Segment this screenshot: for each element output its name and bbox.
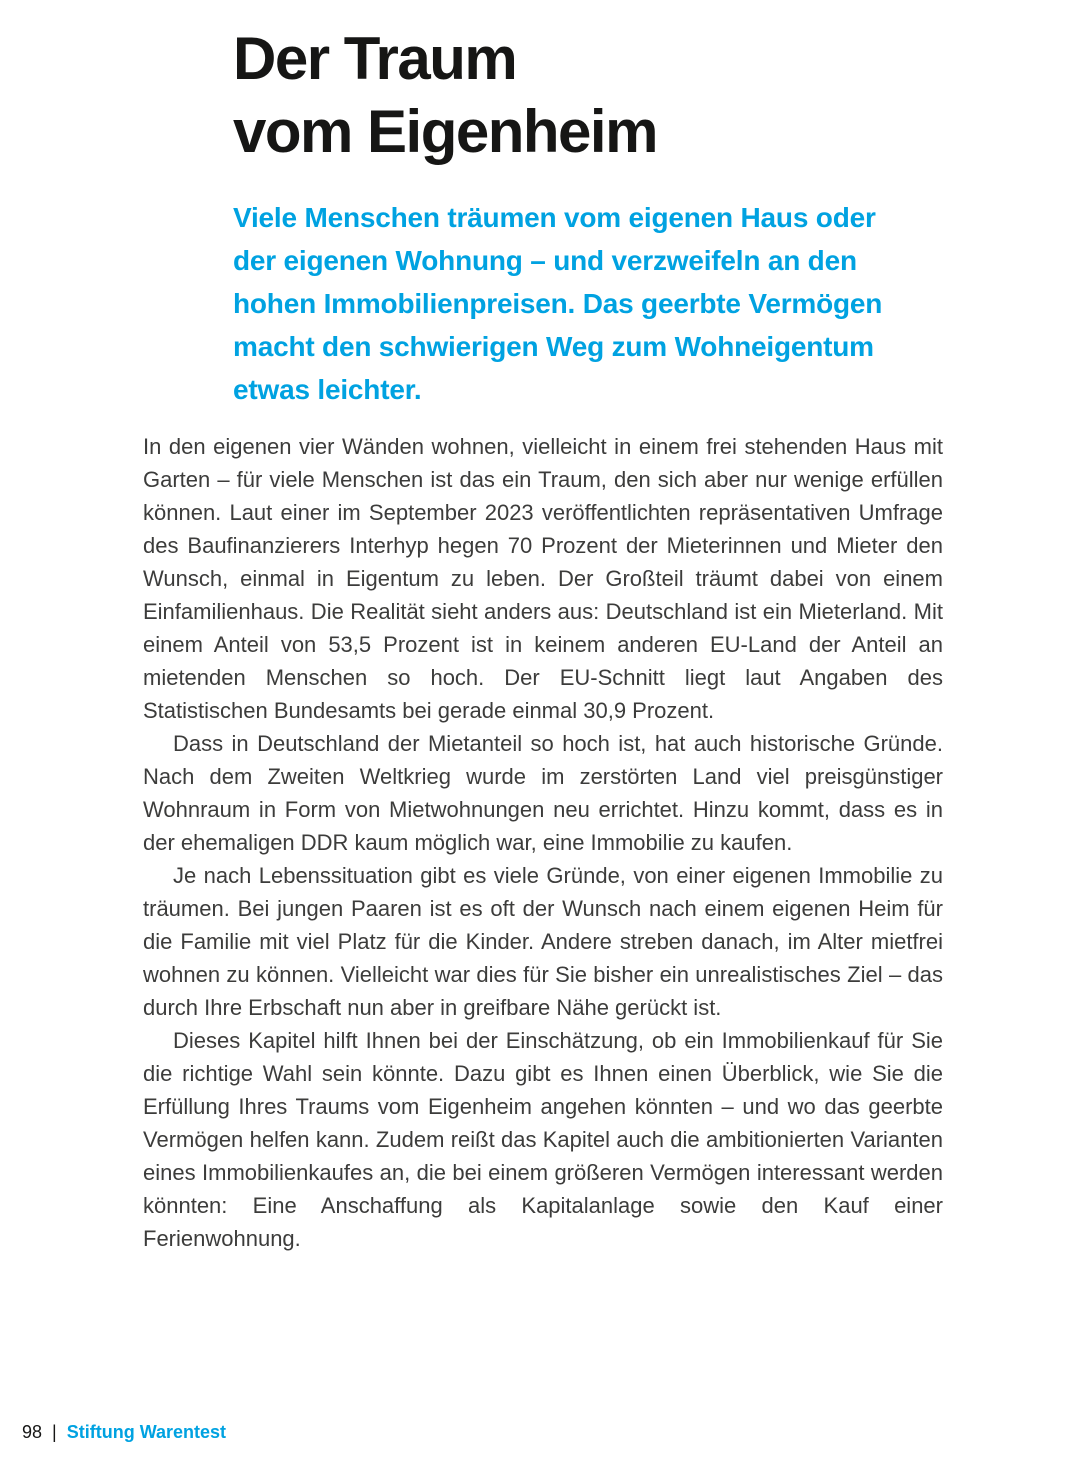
page-title	[233, 22, 657, 168]
body-paragraph-3: Je nach Lebenssituation gibt es viele Gründe, von einer eigenen Immobilie zu träumen. Bei jungen Paaren ist es oft der Wunsch nach einem eigenen Heim für die Familie mit viel Platz für die Kinder. Andere streben danach, im Alter mietfrei wohnen zu können. Vielleicht war dies für Sie bisher ein unrealistisches Ziel – das durch Ihre Erbschaft nun aber in greifbare Nähe gerückt ist.	[143, 863, 943, 1020]
brand-name: Stiftung Warentest	[66, 1422, 227, 1442]
footer-separator: |	[52, 1422, 57, 1442]
page-title-line-2: vom Eigenheim	[233, 98, 657, 165]
page-number: 98	[22, 1422, 43, 1442]
body-paragraph-2: Dass in Deutschland der Mietanteil so hoch ist, hat auch historische Gründe. Nach dem Zweiten Weltkrieg wurde im zerstörten Land viel preisgünstiger Wohnraum in Form von Mietwohnungen neu errichtet. Hinzu kommt, dass es in der ehemaligen DDR kaum möglich war, eine Immobilie zu kaufen.	[143, 731, 943, 855]
body-paragraph-4: Dieses Kapitel hilft Ihnen bei der Einschätzung, ob ein Immobilienkauf für Sie die richtige Wahl sein könnte. Dazu gibt es Ihnen einen Überblick, wie Sie die Erfüllung Ihres Traums vom Eigenheim angehen könnten – und wo das geerbte Vermögen helfen kann. Zudem reißt das Kapitel auch die ambitionierten Varianten eines Immobilienkaufes an, die bei einem größeren Vermögen interessant werden könnten: Eine Anschaffung als Kapitalanlage sowie den Kauf einer Ferienwohnung.	[143, 1028, 943, 1251]
article-body	[143, 430, 943, 1255]
page-footer	[22, 1422, 226, 1443]
lead-paragraph: Viele Menschen träumen vom eigenen Haus oder der eigenen Wohnung – und verzweifeln an den hohen Immobilienpreisen. Das geerbte Vermögen macht den schwierigen Weg zum Wohneigentum etwas leichter.	[233, 202, 883, 405]
body-paragraph-1: In den eigenen vier Wänden wohnen, vielleicht in einem frei stehenden Haus mit Garten – für viele Menschen ist das ein Traum, den sich aber nur wenige erfüllen können. Laut einer im September 2023 veröffentlichten repräsentativen Umfrage des Baufinanzierers Interhyp hegen 70 Prozent der Mieterinnen und Mieter den Wunsch, einmal in Eigentum zu leben. Der Großteil träumt dabei von einem Einfamilienhaus. Die Realität sieht anders aus: Deutschland ist ein Mieterland. Mit einem Anteil von 53,5 Prozent ist in keinem anderen EU-Land der Anteil an mietenden Menschen so hoch. Der EU-Schnitt liegt laut Angaben des Statistischen Bundesamts bei gerade einmal 30,9 Prozent.	[143, 434, 943, 723]
page-title-line-1: Der Traum	[233, 25, 517, 92]
